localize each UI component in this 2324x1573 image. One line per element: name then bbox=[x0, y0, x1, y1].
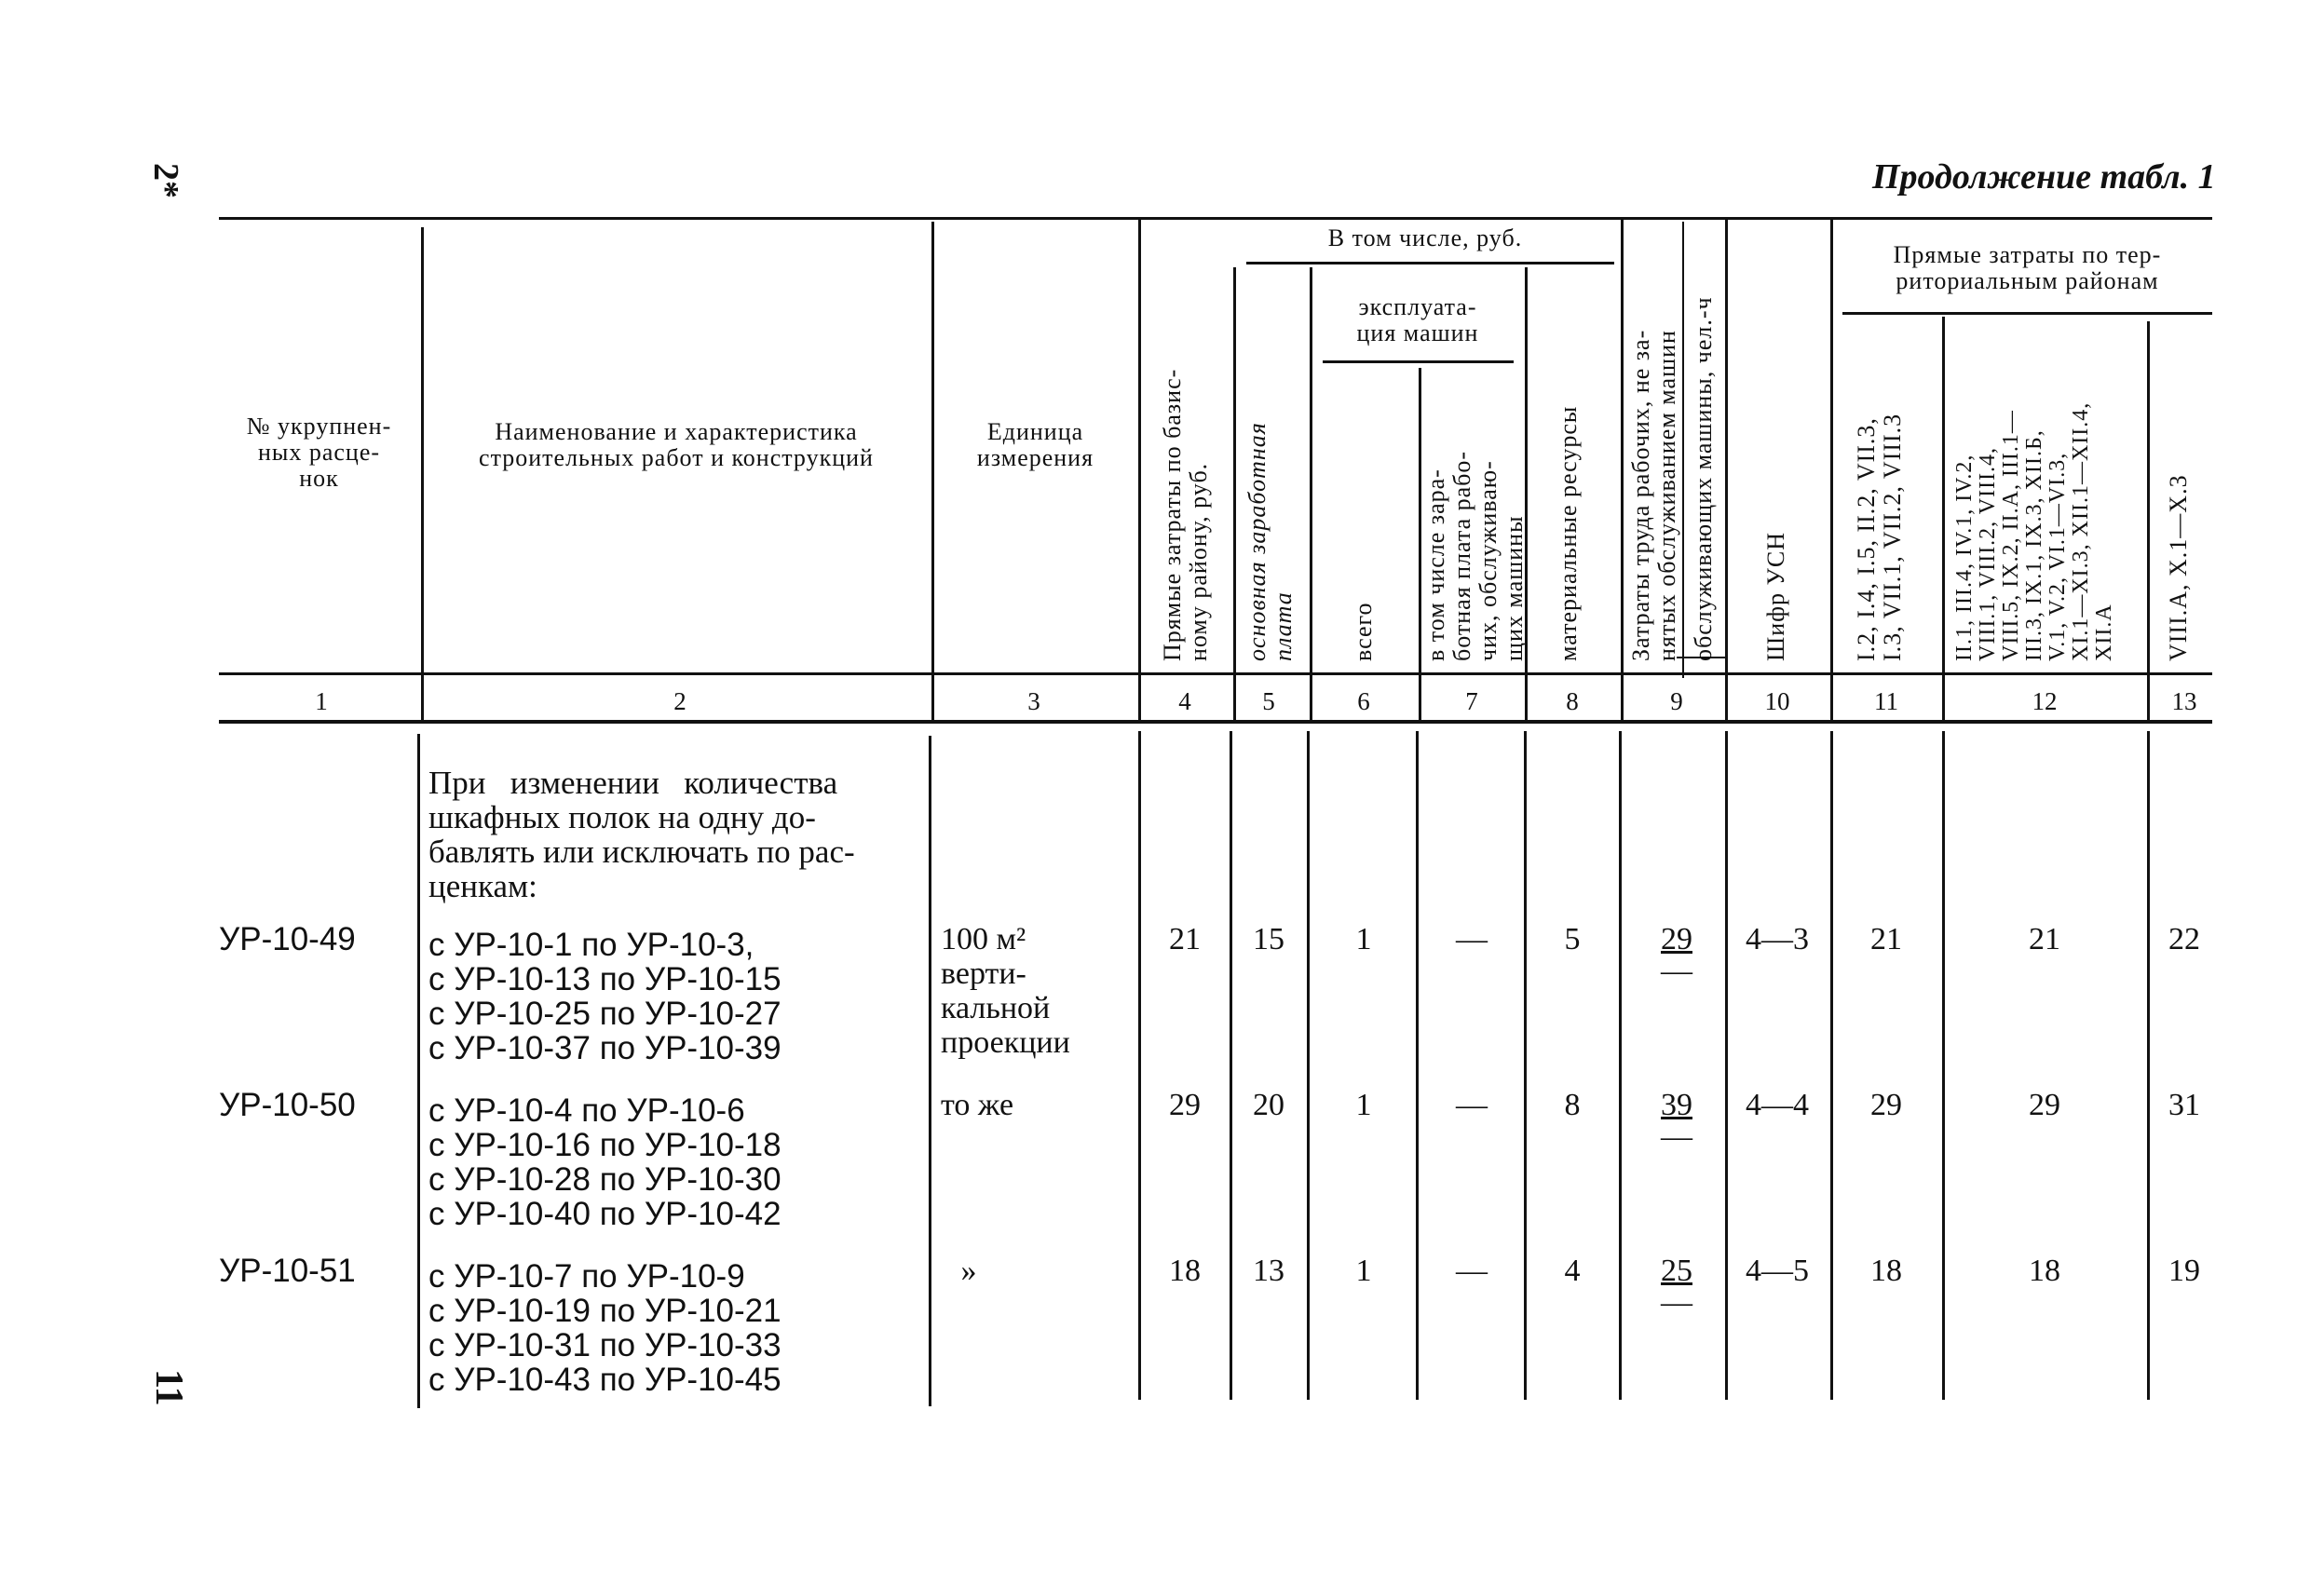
value-c12: 29 bbox=[2029, 1088, 2060, 1122]
header-divider bbox=[1830, 217, 1833, 721]
header-divider bbox=[1233, 267, 1236, 721]
header-c5: основная заработная плата bbox=[1244, 422, 1297, 661]
intro-text: При изменении количества шкафных полок на одну до- бавлять или исключать по рас- ценкам: bbox=[428, 765, 855, 904]
header-divider bbox=[1682, 222, 1684, 678]
header-c10: Шифр УСН bbox=[1762, 531, 1789, 661]
value-c7: — bbox=[1456, 922, 1488, 956]
body-divider bbox=[1725, 731, 1728, 1400]
column-number: 1 bbox=[315, 687, 328, 715]
value-c4: 29 bbox=[1169, 1088, 1201, 1122]
value-c9-bottom: — bbox=[1661, 954, 1692, 988]
value-c4: 21 bbox=[1169, 922, 1201, 956]
value-c8: 4 bbox=[1564, 1254, 1581, 1288]
body-divider bbox=[1942, 731, 1945, 1400]
header-divider bbox=[1419, 368, 1421, 721]
value-c10: 4—3 bbox=[1746, 922, 1809, 956]
body-divider bbox=[1230, 731, 1232, 1400]
column-number: 12 bbox=[2032, 687, 2058, 715]
column-number: 9 bbox=[1670, 687, 1683, 715]
rate-code: УР-10-51 bbox=[219, 1253, 356, 1289]
value-c9: 25 bbox=[1661, 1254, 1692, 1288]
value-c10: 4—4 bbox=[1746, 1088, 1809, 1122]
value-c13: 22 bbox=[2168, 922, 2200, 956]
header-divider bbox=[1138, 217, 1141, 721]
value-c11: 18 bbox=[1870, 1254, 1902, 1288]
value-c12: 21 bbox=[2029, 922, 2060, 956]
column-number: 5 bbox=[1262, 687, 1275, 715]
value-c5: 15 bbox=[1253, 922, 1284, 956]
column-number: 2 bbox=[673, 687, 686, 715]
unit-of-measure: 100 м² верти- кальной проекции bbox=[941, 922, 1070, 1060]
value-c6: 1 bbox=[1355, 1088, 1372, 1122]
column-number: 13 bbox=[2171, 687, 2197, 715]
header-divider bbox=[421, 227, 424, 721]
rate-code: УР-10-49 bbox=[219, 921, 356, 957]
value-c9-bottom: — bbox=[1661, 1285, 1692, 1320]
unit-of-measure: » bbox=[960, 1254, 977, 1288]
rate-code: УР-10-50 bbox=[219, 1087, 356, 1123]
value-c5: 13 bbox=[1253, 1254, 1284, 1288]
column-number: 3 bbox=[1027, 687, 1040, 715]
header-group-in-total: В том числе, руб. bbox=[1327, 224, 1523, 251]
body-divider bbox=[1524, 731, 1527, 1400]
value-c13: 19 bbox=[2168, 1254, 2200, 1288]
header-c3: Единица измерения bbox=[976, 418, 1094, 471]
body-divider bbox=[929, 736, 931, 1406]
value-c13: 31 bbox=[2168, 1088, 2200, 1122]
continuation-title: Продолжение табл. 1 bbox=[1872, 157, 2216, 197]
header-c6: всего bbox=[1350, 602, 1377, 661]
column-number: 7 bbox=[1465, 687, 1478, 715]
header-group-territorial: Прямые затраты по тер- риториальным районам bbox=[1893, 241, 2162, 294]
header-divider bbox=[1621, 217, 1624, 721]
column-number: 4 bbox=[1178, 687, 1191, 715]
work-description: с УР-10-1 по УР-10-3, с УР-10-13 по УР-10-15 с УР-10-25 по УР-10-27 с УР-10-37 по УР-10-39 bbox=[428, 927, 781, 1066]
numbers-bottom-rule bbox=[219, 720, 2212, 724]
value-c9: 29 bbox=[1661, 922, 1692, 956]
header-bottom-rule bbox=[219, 672, 2212, 675]
group-machines-rule bbox=[1323, 360, 1514, 363]
column-number: 11 bbox=[1874, 687, 1898, 715]
table-top-rule bbox=[219, 217, 2212, 220]
header-divider bbox=[931, 222, 934, 721]
value-c11: 29 bbox=[1870, 1088, 1902, 1122]
header-c11: I.2, I.4, I.5, II.2, VII.3, I.3, VII.1, VII.2, VIII.3 bbox=[1853, 413, 1906, 661]
value-c5: 20 bbox=[1253, 1088, 1284, 1122]
header-divider bbox=[1942, 317, 1945, 721]
body-divider bbox=[417, 734, 420, 1408]
unit-of-measure: то же bbox=[941, 1088, 1014, 1122]
value-c8: 5 bbox=[1564, 922, 1581, 956]
value-c10: 4—5 bbox=[1746, 1254, 1809, 1288]
header-c9-bottom: обслуживающих машины, чел.-ч bbox=[1690, 296, 1717, 661]
header-c12: II.1, III.4, IV.1, IV.2, VIII.1, VIII.2, VIII.4, VIII.5, IX.2, II.А, III.1— III.3, IX.1, IX.3, XII.Б, V.1, V.2, VI.1—VI.3, XI.1—XI.3, XII.1—XII.4, XII.А bbox=[1952, 401, 2116, 661]
value-c11: 21 bbox=[1870, 922, 1902, 956]
body-divider bbox=[1619, 731, 1622, 1400]
body-divider bbox=[1416, 731, 1419, 1400]
header-group-machines: эксплуата- ция машин bbox=[1356, 293, 1479, 346]
column-number: 6 bbox=[1357, 687, 1370, 715]
value-c7: — bbox=[1456, 1254, 1488, 1288]
value-c6: 1 bbox=[1355, 1254, 1372, 1288]
column-number: 10 bbox=[1764, 687, 1790, 715]
column-number: 8 bbox=[1566, 687, 1579, 715]
value-c6: 1 bbox=[1355, 922, 1372, 956]
body-divider bbox=[2147, 731, 2150, 1400]
header-c1: № укрупнен- ных расце- нок bbox=[246, 413, 392, 492]
header-c4: Прямые затраты по базис- ному району, руб. bbox=[1159, 368, 1212, 661]
value-c4: 18 bbox=[1169, 1254, 1201, 1288]
group-in-total-rule bbox=[1246, 262, 1614, 264]
header-c9-top: Затраты труда рабочих, не за- нятых обслуживанием машин bbox=[1627, 329, 1680, 661]
work-description: с УР-10-7 по УР-10-9 с УР-10-19 по УР-10-21 с УР-10-31 по УР-10-33 с УР-10-43 по УР-10-45 bbox=[428, 1258, 781, 1398]
header-divider bbox=[1725, 217, 1728, 721]
group-territorial-rule bbox=[1842, 312, 2212, 315]
header-c8: материальные ресурсы bbox=[1555, 405, 1582, 661]
header-c13: VIII.А, X.1—X.3 bbox=[2165, 474, 2192, 661]
page-marker-top: 2* bbox=[146, 163, 185, 198]
header-divider bbox=[2147, 321, 2150, 721]
body-divider bbox=[1830, 731, 1833, 1400]
page-number: 11 bbox=[147, 1369, 190, 1406]
work-description: с УР-10-4 по УР-10-6 с УР-10-16 по УР-10-18 с УР-10-28 по УР-10-30 с УР-10-40 по УР-10-42 bbox=[428, 1092, 781, 1232]
value-c9-bottom: — bbox=[1661, 1119, 1692, 1154]
header-c2: Наименование и характеристика строительных работ и конструкций bbox=[479, 418, 874, 471]
body-divider bbox=[1307, 731, 1310, 1400]
body-divider bbox=[1138, 731, 1141, 1400]
value-c8: 8 bbox=[1564, 1088, 1581, 1122]
header-c7: в том числе зара- ботная плата рабо- чих, обслуживаю- щих машины bbox=[1422, 450, 1528, 661]
value-c7: — bbox=[1456, 1088, 1488, 1122]
value-c9: 39 bbox=[1661, 1088, 1692, 1122]
value-c12: 18 bbox=[2029, 1254, 2060, 1288]
